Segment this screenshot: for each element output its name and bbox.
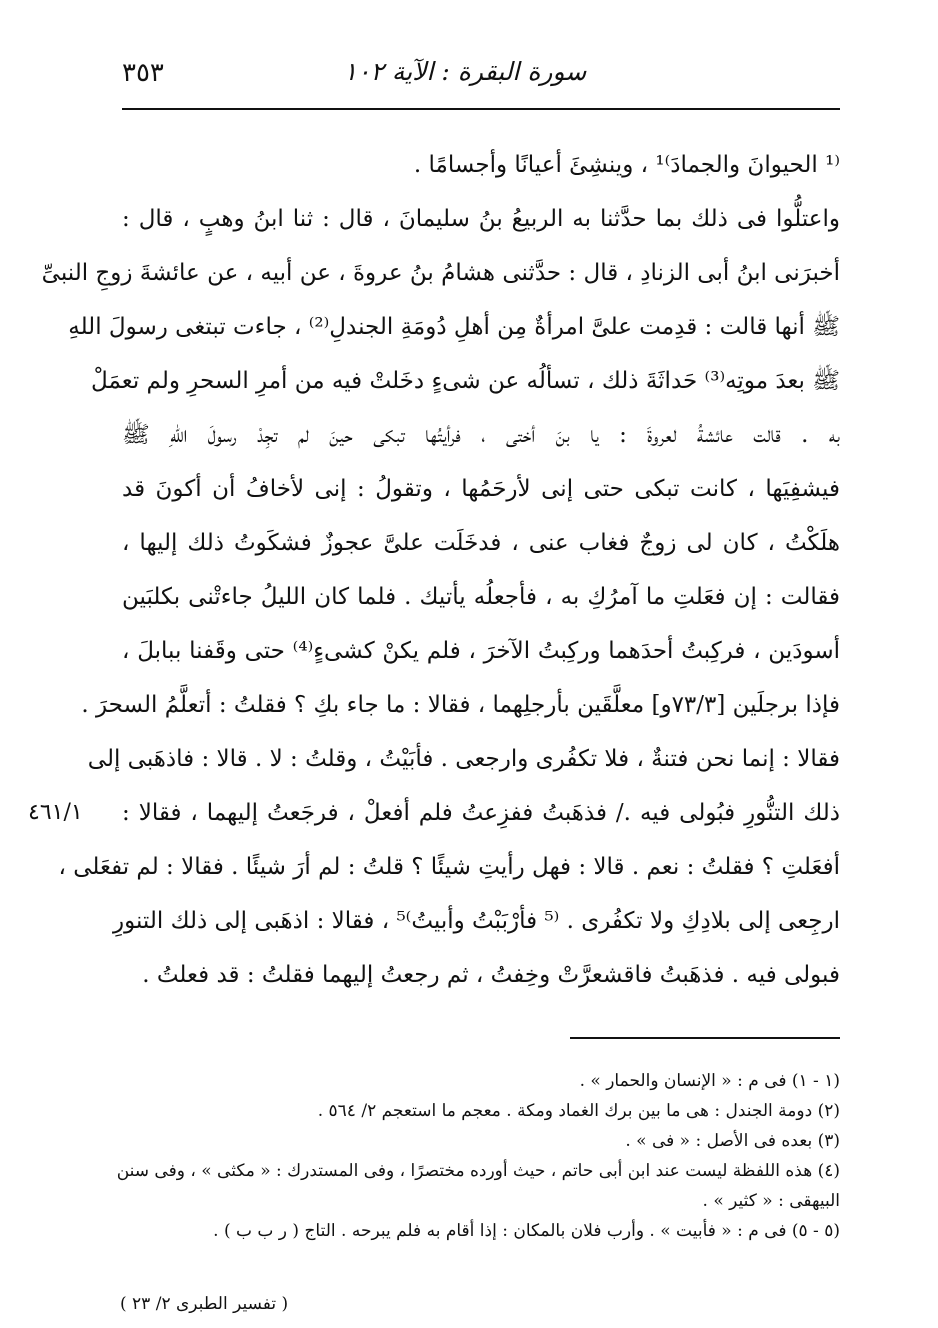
text-line: واعتلُّوا فى ذلك بما حدَّثنا به الربيعُ بنُ سليمانَ ، قال : ثنا ابنُ وهبٍ ، قال : xyxy=(122,206,840,232)
text-line: فيشفِيَها ، كانت تبكى حتى إنى لأرحَمُها ، وتقولُ : إنى لأخافُ أن أكونَ قد xyxy=(122,476,840,502)
text-line: ﷺ بعدَ موتِه⁽³⁾ حَداثَةَ ذلك ، تسألُه عن شىءٍ دخَلتْ فيه من أمرِ السحرِ ولم تعمَلْ xyxy=(91,368,840,394)
footnote: (٢) دومة الجندل : هى ما بين برك الغماد ومكة . معجم ما استعجم ٢/ ٥٦٤ . xyxy=(317,1101,840,1121)
text-line: أسودَين ، فركِبتُ أحدَهما وركِبتُ الآخرَ ، فلم يكنْ كشىءٍ⁽⁴⁾ حتى وقَفنا ببابلَ ، xyxy=(122,638,840,664)
footnotes xyxy=(116,1066,840,1246)
footnote: (١ - ١) فى م : « الإنسان والحمار » . xyxy=(579,1071,840,1091)
text-line: ﷺ أنها قالت : قدِمت علىَّ امرأةٌ مِن أهلِ دُومَةِ الجندلِ⁽²⁾ ، جاءت تبتغى رسولَ اللهِ xyxy=(68,314,840,340)
text-line: فبولى فيه . فذهَبتُ فاقشعرَّتْ وخِفتُ ، ثم رجعتُ إليهما فقلتُ : قد فعلتُ . xyxy=(142,962,840,988)
footnote-continuation: البيهقى : « كثير » . xyxy=(702,1191,840,1211)
footnote: (٤) هذه اللفظة ليست عند ابن أبى حاتم ، حيث أورده مختصرًا ، وفى المستدرك : « مكثى » ، وفى سنن xyxy=(116,1161,840,1181)
text-line: ارجِعى إلى بلادِكِ ولا تكفُرى . ⁽⁵ فأرْبَبْتُ وأبيتُ⁾⁵ ، فقالا : اذهَبى إلى ذلك التنورِ xyxy=(112,908,840,934)
margin-reference: ٤٦١/١ xyxy=(28,800,83,825)
text-line: فإذا برجلَين [٧٣/٣و] معلَّقَين بأرجلِهما ، فقالا : ما جاء بكِ ؟ فقلتُ : أتعلَّمُ السحرَ . xyxy=(81,692,840,718)
header-rule xyxy=(122,108,840,110)
text-line: أخبرَنى ابنُ أبى الزنادِ ، قال : حدَّثنى هشامُ بنُ عروةَ ، عن أبيه ، عن عائشةَ زوجِ النبىِّ xyxy=(41,260,840,286)
text-line: ⁽¹ الحيوانَ والجمادَ⁾¹ ، وينشِئَ أعيانًا وأجسامًا . xyxy=(413,152,840,178)
footnote-rule xyxy=(570,1037,840,1039)
footnote: (٣) بعده فى الأصل : « فى » . xyxy=(625,1131,840,1151)
text-line: أفعَلتِ ؟ فقلتُ : نعم . قالا : فهل رأيتِ شيئًا ؟ قلتُ : لم أرَ شيئًا . فقالا : لم تفعَلى ، xyxy=(58,854,840,880)
volume-reference: ( تفسير الطبرى ٢/ ٢٣ ) xyxy=(120,1294,289,1314)
text-line: هلَكْتُ ، كان لى زوجٌ فغاب عنى ، فدخَلَت علىَّ عجوزٌ فشكَوتُ ذلك إليها ، xyxy=(122,530,840,556)
page-number: ٣٥٣ xyxy=(122,58,164,88)
text-line: فقالا : إنما نحن فتنةٌ ، فلا تكفُرى وارجعى . فأبَيْتُ ، وقلتُ : لا . قالا : فاذهَبى إلى xyxy=(87,746,840,772)
text-line: ذلك التنُّورِ فبُولى فيه ./ فذهَبتُ ففزِعتُ فلم أفعلْ ، فرجَعتُ إليهما ، فقالا : xyxy=(122,800,840,826)
text-line: فقالت : إن فعَلتِ ما آمرُكِ به ، فأجعلُه يأتيك . فلما كان الليلُ جاءتْنى بكلبَين xyxy=(122,584,840,610)
footnote: (٥ - ٥) فى م : « فأبيت » . وأرب فلان بالمكان : إذا أقام به فلم يبرحه . التاج ( ر ب ب ) . xyxy=(213,1221,840,1241)
text-line: به . قالت عائشةُ لعروةَ : يا بنَ أختى ، فرأيتُها تبكى حينَ لم تجِدْ رسولَ اللهِ ﷺ xyxy=(122,422,840,448)
running-title: سورة البقرة : الآية ١٠٢ xyxy=(343,57,587,86)
